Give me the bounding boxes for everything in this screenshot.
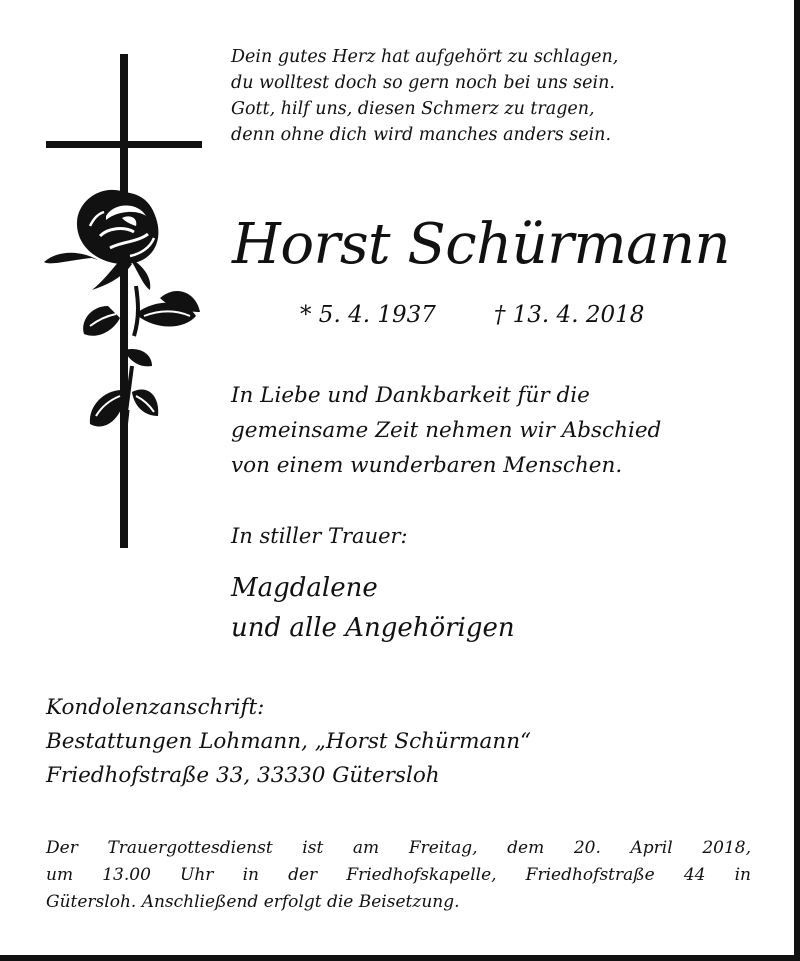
farewell-line: In Liebe und Dankbarkeit für die — [231, 383, 590, 408]
deceased-name: Horst Schürmann — [232, 212, 731, 277]
condolence-line: Friedhofstraße 33, 33330 Gütersloh — [46, 763, 440, 788]
mourner-line: und alle Angehörigen — [231, 613, 515, 643]
poem — [231, 44, 721, 148]
service-line: um 13.00 Uhr in der Friedhofskapelle, Friedhofstraße 44 in — [46, 865, 751, 885]
condolence-heading: Kondolenzanschrift: — [46, 695, 265, 720]
farewell-text — [231, 378, 661, 483]
cross-upright — [120, 54, 128, 548]
cross-with-rose-icon — [40, 50, 210, 555]
condolence-address — [46, 691, 531, 793]
poem-line: du wolltest doch so gern noch bei uns sein. — [231, 73, 615, 93]
service-line: Gütersloh. Anschließend erfolgt die Beisetzung. — [46, 892, 460, 912]
poem-line: denn ohne dich wird manches anders sein. — [231, 125, 612, 145]
birth-date: * 5. 4. 1937 — [300, 302, 436, 328]
mourner-line: Magdalene — [231, 573, 378, 603]
farewell-line: von einem wunderbaren Menschen. — [231, 453, 623, 478]
service-line: Der Trauergottesdienst ist am Freitag, dem 20. April 2018, — [46, 838, 751, 858]
death-date: † 13. 4. 2018 — [493, 302, 645, 328]
poem-line: Dein gutes Herz hat aufgehört zu schlagen, — [231, 47, 619, 67]
poem-line: Gott, hilf uns, diesen Schmerz zu tragen, — [231, 99, 595, 119]
farewell-line: gemeinsame Zeit nehmen wir Abschied — [231, 418, 662, 443]
condolence-line: Bestattungen Lohmann, „Horst Schürmann“ — [46, 729, 532, 754]
service-information — [46, 835, 751, 916]
mourning-label: In stiller Trauer: — [231, 524, 408, 548]
mourners — [231, 568, 515, 648]
life-dates — [300, 298, 644, 332]
